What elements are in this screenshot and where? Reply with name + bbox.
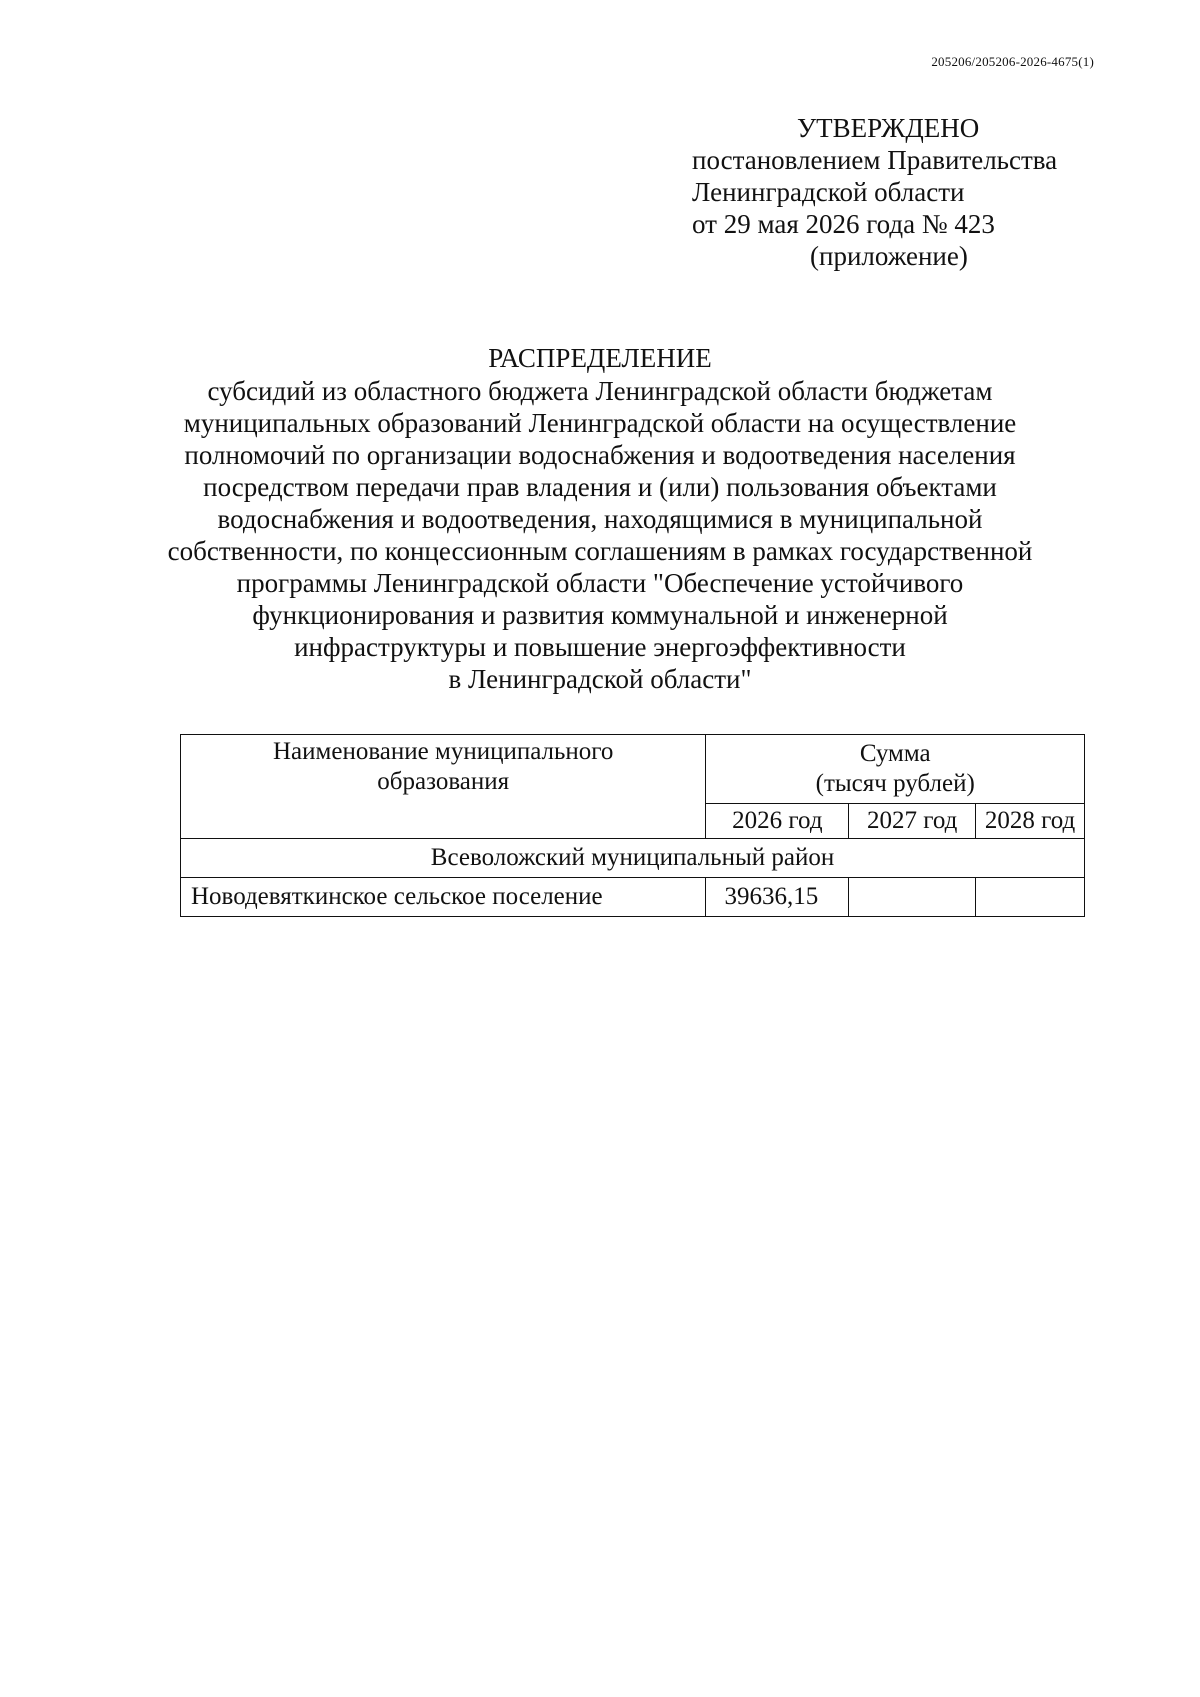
header-municipality-line: Наименование муниципального (273, 738, 614, 765)
approval-note: (приложение) (810, 241, 968, 271)
heading-line: муниципальных образований Ленинградской области на осуществление (183, 408, 1017, 438)
heading-line: в Ленинградской области" (448, 664, 752, 694)
header-sum (706, 735, 1085, 804)
heading-line: посредством передачи прав владения и (или) пользования объектами (203, 472, 997, 502)
approval-title: УТВЕРЖДЕНО (797, 113, 980, 143)
heading-title: РАСПРЕДЕЛЕНИЕ (488, 343, 712, 373)
approval-line: от 29 мая 2026 года № 423 (692, 209, 995, 239)
value-2027 (849, 878, 976, 917)
municipality-name: Новодевяткинское сельское поселение (181, 878, 706, 917)
header-municipality (181, 735, 706, 839)
header-year-2027: 2027 год (849, 804, 976, 839)
heading-line: программы Ленинградской области "Обеспечение устойчивого (236, 568, 964, 598)
value-2026: 39636,15 (706, 878, 849, 917)
heading-line: водоснабжения и водоотведения, находящимися в муниципальной (217, 504, 983, 534)
header-year-2026: 2026 год (706, 804, 849, 839)
heading-line: инфраструктуры и повышение энергоэффективности (294, 632, 906, 662)
heading-line: полномочий по организации водоснабжения и водоотведения населения (184, 440, 1016, 470)
table-row (181, 878, 1085, 917)
heading-line: функционирования и развития коммунальной и инженерной (252, 600, 948, 630)
value-2028 (976, 878, 1085, 917)
heading-line: собственности, по концессионным соглашениям в рамках государственной (167, 536, 1033, 566)
header-sum-line: Сумма (859, 740, 931, 767)
header-sum-line: (тысяч рублей) (815, 770, 975, 797)
district-row (181, 839, 1085, 878)
approval-block (692, 112, 1112, 272)
document-id: 205206/205206-2026-4675(1) (931, 54, 1094, 69)
header-municipality-line: образования (377, 768, 510, 795)
approval-line: Ленинградской области (692, 177, 965, 207)
table-header-row (181, 735, 1085, 804)
heading-line: субсидий из областного бюджета Ленинградской области бюджетам (207, 376, 993, 406)
approval-line: постановлением Правительства (692, 145, 1058, 175)
district-name: Всеволожский муниципальный район (181, 839, 1085, 878)
header-year-2028: 2028 год (976, 804, 1085, 839)
document-heading (0, 342, 1200, 695)
distribution-table (180, 734, 1085, 917)
